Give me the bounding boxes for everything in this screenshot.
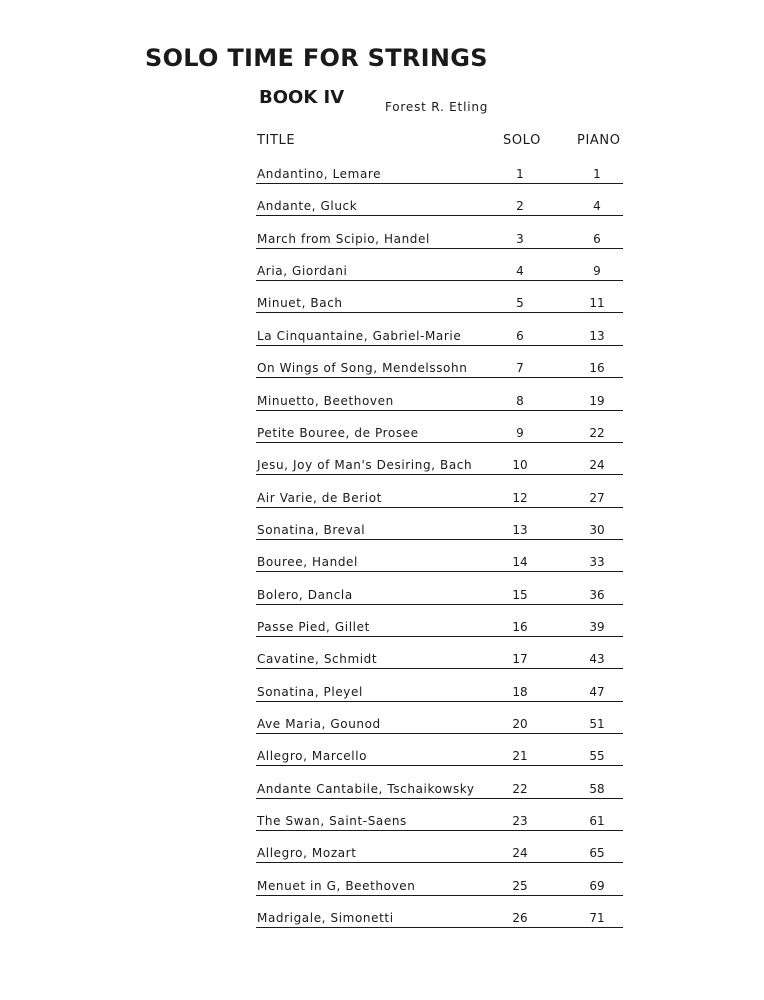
column-header-piano: PIANO bbox=[577, 133, 621, 148]
solo-page-number: 3 bbox=[516, 231, 524, 246]
piano-page-number: 6 bbox=[593, 231, 601, 246]
piece-title: Allegro, Marcello bbox=[257, 749, 368, 764]
piano-page-number: 13 bbox=[589, 328, 605, 343]
toc-row bbox=[0, 296, 764, 316]
row-underline bbox=[256, 571, 623, 572]
piece-title: Cavatine, Schmidt bbox=[257, 652, 378, 667]
piano-page-number: 22 bbox=[589, 425, 605, 440]
piece-title: Menuet in G, Beethoven bbox=[257, 878, 416, 893]
piano-page-number: 55 bbox=[589, 749, 605, 764]
column-header-title: TITLE bbox=[257, 133, 296, 148]
row-underline bbox=[256, 280, 623, 281]
piano-page-number: 36 bbox=[589, 587, 605, 602]
toc-row bbox=[0, 879, 764, 899]
piano-page-number: 1 bbox=[593, 167, 601, 181]
row-underline bbox=[256, 862, 623, 863]
solo-page-number: 26 bbox=[512, 911, 528, 926]
solo-page-number: 2 bbox=[516, 199, 524, 214]
toc-row bbox=[0, 426, 764, 446]
book-title: BOOK IV bbox=[259, 87, 345, 108]
column-header-solo: SOLO bbox=[503, 133, 541, 148]
row-underline bbox=[256, 539, 623, 540]
toc-row bbox=[0, 329, 764, 349]
solo-page-number: 9 bbox=[516, 425, 524, 440]
piano-page-number: 47 bbox=[589, 684, 605, 699]
piece-title: March from Scipio, Handel bbox=[257, 231, 430, 246]
solo-page-number: 20 bbox=[512, 717, 528, 731]
solo-page-number: 22 bbox=[512, 781, 528, 796]
row-underline bbox=[256, 604, 623, 605]
piano-page-number: 43 bbox=[589, 652, 605, 667]
toc-row bbox=[0, 394, 764, 414]
piano-page-number: 33 bbox=[589, 555, 605, 570]
solo-page-number: 6 bbox=[516, 328, 524, 343]
piece-title: Air Varie, de Beriot bbox=[257, 490, 382, 505]
toc-row bbox=[0, 749, 764, 769]
toc-row bbox=[0, 167, 764, 187]
piano-page-number: 61 bbox=[589, 814, 605, 828]
solo-page-number: 15 bbox=[512, 587, 528, 602]
solo-page-number: 1 bbox=[516, 167, 524, 181]
piano-page-number: 65 bbox=[589, 846, 605, 861]
row-underline bbox=[256, 507, 623, 508]
piano-page-number: 9 bbox=[593, 264, 601, 279]
solo-page-number: 14 bbox=[512, 555, 528, 570]
piano-page-number: 58 bbox=[589, 781, 605, 796]
toc-row bbox=[0, 782, 764, 802]
piece-title: Jesu, Joy of Man's Desiring, Bach bbox=[257, 458, 473, 473]
piece-title: Andante, Gluck bbox=[257, 199, 358, 214]
solo-page-number: 8 bbox=[516, 393, 524, 408]
row-underline bbox=[256, 733, 623, 734]
solo-page-number: 12 bbox=[512, 490, 528, 505]
row-underline bbox=[256, 442, 623, 443]
piano-page-number: 24 bbox=[589, 458, 605, 473]
row-underline bbox=[256, 668, 623, 669]
piano-page-number: 71 bbox=[589, 911, 605, 926]
toc-row bbox=[0, 458, 764, 478]
piano-page-number: 11 bbox=[589, 296, 605, 311]
solo-page-number: 21 bbox=[512, 749, 528, 764]
piece-title: Minuet, Bach bbox=[257, 296, 343, 311]
piece-title: Aria, Giordani bbox=[257, 264, 348, 279]
piano-page-number: 39 bbox=[589, 619, 605, 634]
row-underline bbox=[256, 701, 623, 702]
toc-row bbox=[0, 911, 764, 931]
solo-page-number: 17 bbox=[512, 652, 528, 667]
row-underline bbox=[256, 377, 623, 378]
solo-page-number: 23 bbox=[512, 814, 528, 828]
piece-title: Allegro, Mozart bbox=[257, 846, 357, 861]
piano-page-number: 19 bbox=[589, 393, 605, 408]
piece-title: Passe Pied, Gillet bbox=[257, 619, 370, 634]
toc-row bbox=[0, 620, 764, 640]
piano-page-number: 4 bbox=[593, 199, 601, 214]
piece-title: Andante Cantabile, Tschaikowsky bbox=[257, 781, 475, 796]
toc-row bbox=[0, 717, 764, 737]
piano-page-number: 30 bbox=[589, 522, 605, 537]
row-underline bbox=[256, 927, 623, 928]
toc-row bbox=[0, 232, 764, 252]
piece-title: Petite Bouree, de Prosee bbox=[257, 425, 419, 440]
solo-page-number: 13 bbox=[512, 522, 528, 537]
piano-page-number: 51 bbox=[589, 717, 605, 731]
row-underline bbox=[256, 410, 623, 411]
piece-title: Bouree, Handel bbox=[257, 555, 358, 570]
row-underline bbox=[256, 248, 623, 249]
toc-row bbox=[0, 199, 764, 219]
piece-title: Sonatina, Breval bbox=[257, 522, 366, 537]
toc-row bbox=[0, 685, 764, 705]
toc-row bbox=[0, 361, 764, 381]
toc-row bbox=[0, 588, 764, 608]
row-underline bbox=[256, 895, 623, 896]
solo-page-number: 25 bbox=[512, 878, 528, 893]
row-underline bbox=[256, 183, 623, 184]
toc-row bbox=[0, 814, 764, 834]
piece-title: Andantino, Lemare bbox=[257, 167, 382, 181]
solo-page-number: 24 bbox=[512, 846, 528, 861]
row-underline bbox=[256, 215, 623, 216]
solo-page-number: 4 bbox=[516, 264, 524, 279]
piano-page-number: 27 bbox=[589, 490, 605, 505]
piece-title: Sonatina, Pleyel bbox=[257, 684, 363, 699]
piece-title: Bolero, Dancla bbox=[257, 587, 353, 602]
toc-row bbox=[0, 491, 764, 511]
solo-page-number: 16 bbox=[512, 619, 528, 634]
row-underline bbox=[256, 765, 623, 766]
solo-page-number: 7 bbox=[516, 361, 524, 376]
page-title: SOLO TIME FOR STRINGS bbox=[145, 44, 488, 72]
toc-row bbox=[0, 846, 764, 866]
row-underline bbox=[256, 830, 623, 831]
row-underline bbox=[256, 312, 623, 313]
toc-row bbox=[0, 264, 764, 284]
piano-page-number: 69 bbox=[589, 878, 605, 893]
toc-row bbox=[0, 523, 764, 543]
piece-title: Ave Maria, Gounod bbox=[257, 717, 381, 731]
solo-page-number: 10 bbox=[512, 458, 528, 473]
solo-page-number: 18 bbox=[512, 684, 528, 699]
piece-title: Madrigale, Simonetti bbox=[257, 911, 394, 926]
toc-row bbox=[0, 555, 764, 575]
row-underline bbox=[256, 636, 623, 637]
row-underline bbox=[256, 798, 623, 799]
piece-title: Minuetto, Beethoven bbox=[257, 393, 394, 408]
piano-page-number: 16 bbox=[589, 361, 605, 376]
solo-page-number: 5 bbox=[516, 296, 524, 311]
row-underline bbox=[256, 474, 623, 475]
piece-title: La Cinquantaine, Gabriel-Marie bbox=[257, 328, 462, 343]
toc-row bbox=[0, 652, 764, 672]
piece-title: On Wings of Song, Mendelssohn bbox=[257, 361, 468, 376]
author-name: Forest R. Etling bbox=[385, 100, 489, 114]
row-underline bbox=[256, 345, 623, 346]
piece-title: The Swan, Saint-Saens bbox=[257, 814, 407, 828]
